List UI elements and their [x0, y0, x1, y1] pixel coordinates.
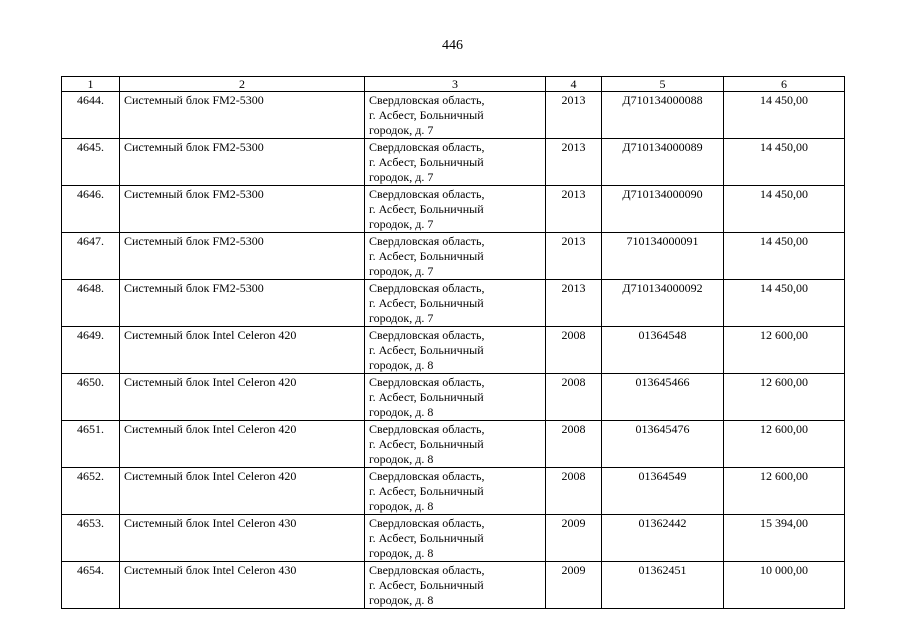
- inventory-number: 01362451: [602, 562, 724, 609]
- item-cost: 14 450,00: [724, 233, 845, 280]
- item-address: Свердловская область, г. Асбест, Больничный городок, д. 7: [365, 139, 546, 186]
- item-year: 2013: [546, 139, 602, 186]
- item-address: Свердловская область, г. Асбест, Больничный городок, д. 7: [365, 280, 546, 327]
- table-row: [62, 233, 845, 280]
- item-address: Свердловская область, г. Асбест, Больничный городок, д. 8: [365, 515, 546, 562]
- inventory-number: 013645466: [602, 374, 724, 421]
- item-year: 2013: [546, 280, 602, 327]
- item-cost: 14 450,00: [724, 280, 845, 327]
- item-year: 2009: [546, 562, 602, 609]
- table-header-row: [62, 77, 845, 92]
- item-cost: 12 600,00: [724, 374, 845, 421]
- inventory-number: Д710134000092: [602, 280, 724, 327]
- table-row: [62, 186, 845, 233]
- table-row: [62, 374, 845, 421]
- item-name: Системный блок FM2-5300: [120, 233, 365, 280]
- item-year: 2008: [546, 468, 602, 515]
- row-number: 4654.: [62, 562, 120, 609]
- item-name: Системный блок Intel Celeron 420: [120, 327, 365, 374]
- row-number: 4646.: [62, 186, 120, 233]
- row-number: 4645.: [62, 139, 120, 186]
- item-name: Системный блок Intel Celeron 430: [120, 515, 365, 562]
- item-year: 2009: [546, 515, 602, 562]
- item-year: 2013: [546, 186, 602, 233]
- item-address: Свердловская область, г. Асбест, Больничный городок, д. 8: [365, 421, 546, 468]
- item-year: 2008: [546, 421, 602, 468]
- column-header: 3: [365, 77, 546, 92]
- property-registry-table: [61, 76, 845, 609]
- item-year: 2013: [546, 233, 602, 280]
- item-cost: 14 450,00: [724, 92, 845, 139]
- item-name: Системный блок Intel Celeron 420: [120, 421, 365, 468]
- item-name: Системный блок Intel Celeron 420: [120, 374, 365, 421]
- table-row: [62, 468, 845, 515]
- item-name: Системный блок FM2-5300: [120, 280, 365, 327]
- item-cost: 12 600,00: [724, 421, 845, 468]
- table-row: [62, 327, 845, 374]
- item-year: 2013: [546, 92, 602, 139]
- item-name: Системный блок FM2-5300: [120, 92, 365, 139]
- inventory-number: Д710134000089: [602, 139, 724, 186]
- item-cost: 10 000,00: [724, 562, 845, 609]
- column-header: 2: [120, 77, 365, 92]
- table-row: [62, 92, 845, 139]
- table-row: [62, 562, 845, 609]
- item-cost: 14 450,00: [724, 186, 845, 233]
- inventory-number: 01364549: [602, 468, 724, 515]
- item-name: Системный блок FM2-5300: [120, 139, 365, 186]
- inventory-number: 013645476: [602, 421, 724, 468]
- table-body: [62, 92, 845, 609]
- item-address: Свердловская область, г. Асбест, Больничный городок, д. 8: [365, 327, 546, 374]
- row-number: 4649.: [62, 327, 120, 374]
- item-cost: 12 600,00: [724, 468, 845, 515]
- table-row: [62, 280, 845, 327]
- item-address: Свердловская область, г. Асбест, Больничный городок, д. 8: [365, 374, 546, 421]
- item-year: 2008: [546, 374, 602, 421]
- item-name: Системный блок FM2-5300: [120, 186, 365, 233]
- table-row: [62, 421, 845, 468]
- item-name: Системный блок Intel Celeron 420: [120, 468, 365, 515]
- row-number: 4644.: [62, 92, 120, 139]
- table-row: [62, 515, 845, 562]
- item-name: Системный блок Intel Celeron 430: [120, 562, 365, 609]
- row-number: 4648.: [62, 280, 120, 327]
- row-number: 4651.: [62, 421, 120, 468]
- item-address: Свердловская область, г. Асбест, Больничный городок, д. 7: [365, 92, 546, 139]
- item-address: Свердловская область, г. Асбест, Больничный городок, д. 8: [365, 562, 546, 609]
- item-address: Свердловская область, г. Асбест, Больничный городок, д. 7: [365, 186, 546, 233]
- row-number: 4650.: [62, 374, 120, 421]
- column-header: 5: [602, 77, 724, 92]
- row-number: 4653.: [62, 515, 120, 562]
- inventory-number: Д710134000090: [602, 186, 724, 233]
- inventory-number: 01364548: [602, 327, 724, 374]
- item-address: Свердловская область, г. Асбест, Больничный городок, д. 8: [365, 468, 546, 515]
- item-cost: 12 600,00: [724, 327, 845, 374]
- column-header: 4: [546, 77, 602, 92]
- item-cost: 15 394,00: [724, 515, 845, 562]
- page-number: 446: [442, 38, 463, 53]
- item-cost: 14 450,00: [724, 139, 845, 186]
- item-address: Свердловская область, г. Асбест, Больничный городок, д. 7: [365, 233, 546, 280]
- inventory-number: 01362442: [602, 515, 724, 562]
- column-header: 6: [724, 77, 845, 92]
- column-header: 1: [62, 77, 120, 92]
- table-row: [62, 139, 845, 186]
- inventory-number: Д710134000088: [602, 92, 724, 139]
- row-number: 4647.: [62, 233, 120, 280]
- inventory-number: 710134000091: [602, 233, 724, 280]
- item-year: 2008: [546, 327, 602, 374]
- row-number: 4652.: [62, 468, 120, 515]
